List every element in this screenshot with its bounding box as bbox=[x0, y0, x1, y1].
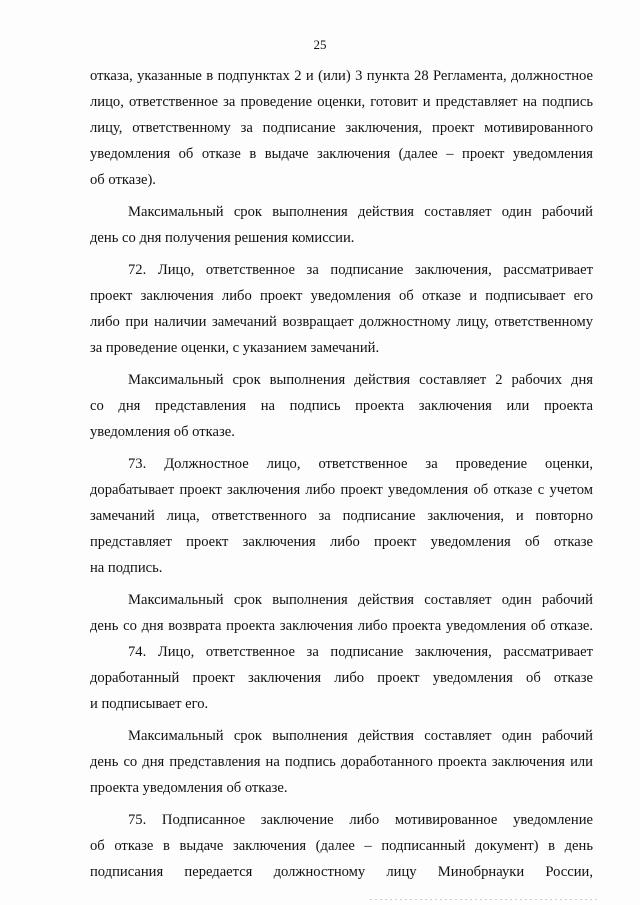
text-line: проект заключения либо проект уведомления об отказе и подписывает его bbox=[90, 288, 593, 304]
text-line: со дня представления на подпись проекта заключения или проекта bbox=[90, 398, 593, 414]
text-line: дорабатывает проект заключения либо проект уведомления об отказе с учетом bbox=[90, 482, 593, 498]
document-body bbox=[90, 63, 593, 885]
text-line: 74. Лицо, ответственное за подписание заключения, рассматривает bbox=[128, 644, 593, 660]
text-line: отказа, указанные в подпунктах 2 и (или) 3 пункта 28 Регламента, должностное bbox=[90, 68, 593, 84]
text-line: Максимальный срок выполнения действия составляет один рабочий bbox=[128, 728, 593, 744]
text-line: день со дня получения решения комиссии. bbox=[90, 230, 355, 246]
text-line: 72. Лицо, ответственное за подписание заключения, рассматривает bbox=[128, 262, 593, 278]
text-line: Максимальный срок выполнения действия составляет 2 рабочих дня bbox=[128, 372, 593, 388]
text-line: уведомления об отказе в выдаче заключения (далее – проект уведомления bbox=[90, 146, 593, 162]
text-line: либо при наличии замечаний возвращает должностному лицу, ответственному bbox=[90, 314, 593, 330]
scan-artifact bbox=[370, 899, 600, 900]
text-line: Максимальный срок выполнения действия составляет один рабочий bbox=[128, 592, 593, 608]
text-line: день со дня представления на подпись доработанного проекта заключения или bbox=[90, 754, 593, 770]
page-number: 25 bbox=[313, 37, 327, 52]
text-line: лицу, ответственному за подписание заключения, проект мотивированного bbox=[90, 120, 593, 136]
text-line: представляет проект заключения либо проект уведомления об отказе bbox=[90, 534, 593, 550]
text-line: день со дня возврата проекта заключения либо проекта уведомления об отказе. bbox=[90, 618, 593, 634]
text-line: за проведение оценки, с указанием замечаний. bbox=[90, 340, 380, 356]
text-line: подписания передается должностному лицу Минобрнауки России, bbox=[90, 864, 593, 880]
text-line: об отказе в выдаче заключения (далее – подписанный документ) в день bbox=[90, 838, 593, 854]
text-line: 75. Подписанное заключение либо мотивированное уведомление bbox=[128, 812, 593, 828]
text-line: проекта уведомления об отказе. bbox=[90, 780, 288, 796]
text-line: уведомления об отказе. bbox=[90, 424, 235, 440]
text-line: лицо, ответственное за проведение оценки, готовит и представляет на подпись bbox=[90, 94, 593, 110]
text-line: на подпись. bbox=[90, 560, 163, 576]
text-line: об отказе). bbox=[90, 172, 156, 188]
text-line: 73. Должностное лицо, ответственное за проведение оценки, bbox=[128, 456, 593, 472]
text-line: замечаний лица, ответственного за подписание заключения, и повторно bbox=[90, 508, 593, 524]
text-line: доработанный проект заключения либо проект уведомления об отказе bbox=[90, 670, 593, 686]
text-line: Максимальный срок выполнения действия составляет один рабочий bbox=[128, 204, 593, 220]
text-line: и подписывает его. bbox=[90, 696, 209, 712]
